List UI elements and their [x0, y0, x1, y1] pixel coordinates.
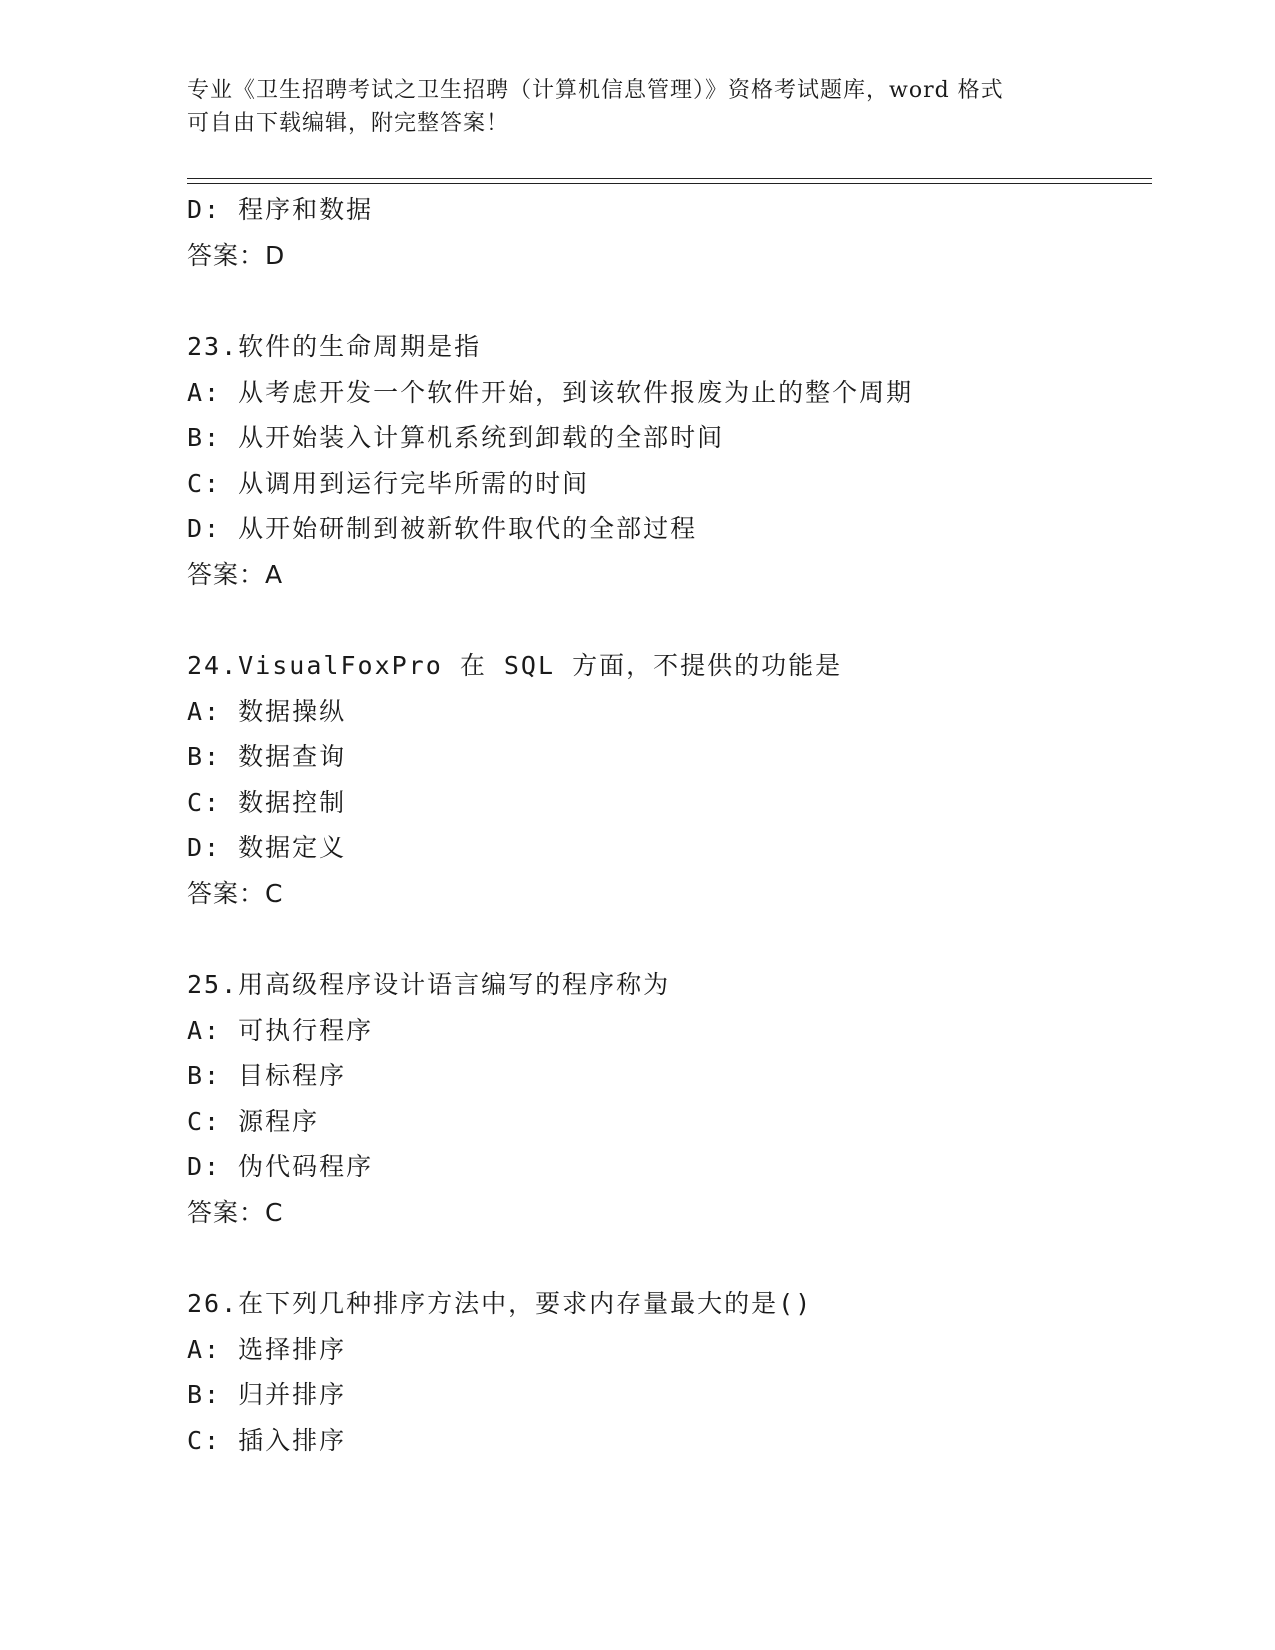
option-a: A: 从考虑开发一个软件开始，到该软件报废为止的整个周期	[187, 377, 914, 407]
question-content	[187, 187, 1147, 1463]
option-c: C: 数据控制	[187, 787, 347, 817]
option-b: B: 数据查询	[187, 742, 347, 771]
question-stem: 25.用高级程序设计语言编写的程序称为	[187, 970, 671, 999]
option-d: D: 程序和数据	[187, 195, 374, 224]
option-b: B: 从开始装入计算机系统到卸载的全部时间	[187, 423, 725, 452]
question-stem: 26.在下列几种排序方法中，要求内存量最大的是()	[187, 1289, 813, 1318]
document-header	[187, 74, 1087, 140]
question-stem: 23.软件的生命周期是指	[187, 332, 482, 361]
option-c: C: 源程序	[187, 1106, 320, 1136]
answer-line: 答案：C	[187, 878, 284, 908]
header-divider-bottom	[187, 183, 1152, 184]
option-a: A: 选择排序	[187, 1334, 347, 1364]
spacer	[187, 278, 1147, 324]
option-a: A: 数据操纵	[187, 696, 347, 726]
header-line-1: 专业《卫生招聘考试之卫生招聘（计算机信息管理）》资格考试题库，word 格式	[187, 78, 1004, 103]
answer-line: 答案：D	[187, 240, 286, 270]
question-24	[187, 643, 1147, 916]
header-divider-top	[187, 178, 1152, 179]
spacer	[187, 916, 1147, 962]
option-c: C: 从调用到运行完毕所需的时间	[187, 468, 590, 498]
option-b: B: 目标程序	[187, 1061, 347, 1090]
question-stem: 24.VisualFoxPro 在 SQL 方面，不提供的功能是	[187, 651, 843, 680]
answer-line: 答案：C	[187, 1197, 284, 1227]
option-a: A: 可执行程序	[187, 1015, 374, 1045]
question-23	[187, 324, 1147, 597]
question-26	[187, 1281, 1147, 1463]
spacer	[187, 1235, 1147, 1281]
option-d: D: 数据定义	[187, 833, 347, 862]
question-22-tail	[187, 187, 1147, 278]
option-d: D: 伪代码程序	[187, 1152, 374, 1181]
question-25	[187, 962, 1147, 1235]
option-c: C: 插入排序	[187, 1425, 347, 1455]
option-b: B: 归并排序	[187, 1380, 347, 1409]
answer-line: 答案：A	[187, 559, 284, 589]
option-d: D: 从开始研制到被新软件取代的全部过程	[187, 514, 698, 543]
spacer	[187, 597, 1147, 643]
header-line-2: 可自由下载编辑，附完整答案！	[187, 111, 510, 136]
